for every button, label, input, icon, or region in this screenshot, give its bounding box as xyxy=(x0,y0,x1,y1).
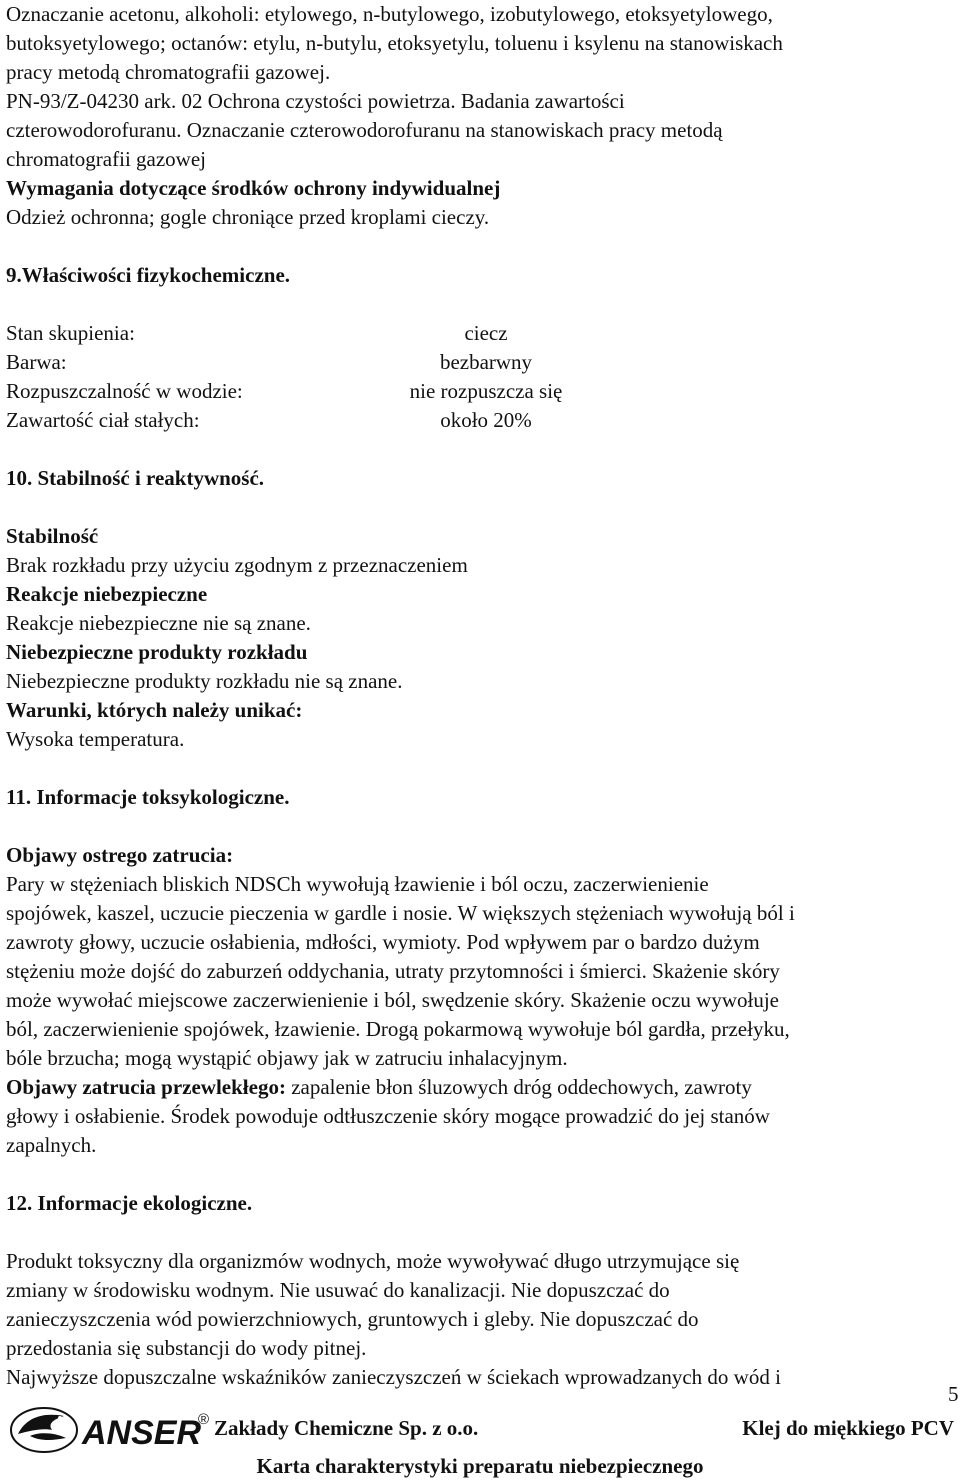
intro-line: butoksyetylowego; octanów: etylu, n-butylu, etoksyetylu, toluenu i ksylenu na stanowiskach xyxy=(6,31,783,55)
eco-line: Najwyższe dopuszczalne wskaźników zanieczyszczeń w ściekach wprowadzanych do wód i xyxy=(6,1365,781,1389)
logo-text: ANSER xyxy=(82,1414,202,1452)
document-body xyxy=(6,0,948,1392)
section-9-heading: 9.Właściwości fizykochemiczne. xyxy=(6,263,291,287)
decomposition-text: Niebezpieczne produkty rozkładu nie są znane. xyxy=(6,669,403,693)
decomposition-heading: Niebezpieczne produkty rozkładu xyxy=(6,640,308,664)
intro-line: czterowodorofuranu. Oznaczanie czterowodorofuranu na stanowiskach pracy metodą xyxy=(6,118,723,142)
property-row xyxy=(6,319,948,348)
card-title: Karta charakterystyki preparatu niebezpiecznego xyxy=(256,1454,704,1478)
ppe-heading: Wymagania dotyczące środków ochrony indywidualnej xyxy=(6,176,501,200)
anser-logo xyxy=(8,1404,213,1454)
page-footer xyxy=(0,1402,960,1480)
property-label: Rozpuszczalność w wodzie: xyxy=(6,379,243,403)
stability-text: Brak rozkładu przy użyciu zgodnym z przeznaczeniem xyxy=(6,553,468,577)
acute-line: Pary w stężeniach bliskich NDSCh wywołują łzawienie i ból oczu, zaczerwienienie xyxy=(6,872,709,896)
eco-line: Produkt toksyczny dla organizmów wodnych, może wywoływać długo utrzymujące się xyxy=(6,1249,740,1273)
bird-icon xyxy=(11,1408,77,1452)
section-10-heading: 10. Stabilność i reaktywność. xyxy=(6,466,265,490)
ppe-text: Odzież ochronna; gogle chroniące przed kroplami cieczy. xyxy=(6,205,490,229)
acute-line: stężeniu może dojść do zaburzeń oddychania, utraty przytomności i śmierci. Skażenie skóry xyxy=(6,959,780,983)
intro-line: Oznaczanie acetonu, alkoholi: etylowego, n-butylowego, izobutylowego, etoksyetylowego, xyxy=(6,2,773,26)
company-name: Zakłady Chemiczne Sp. z o.o. xyxy=(214,1416,479,1440)
intro-line: pracy metodą chromatografii gazowej. xyxy=(6,60,331,84)
chronic-line: głowy i osłabienie. Środek powoduje odtłuszczenie skóry mogące prowadzić do jej stanów xyxy=(6,1104,770,1128)
chronic-first-line xyxy=(6,1073,948,1102)
avoid-heading: Warunki, których należy unikać: xyxy=(6,698,303,722)
chronic-text: zapalenie błon śluzowych dróg oddechowych, zawroty xyxy=(285,1075,752,1099)
property-value: nie rozpuszcza się xyxy=(409,379,563,403)
reactions-text: Reakcje niebezpieczne nie są znane. xyxy=(6,611,311,635)
property-value: bezbarwny xyxy=(439,350,533,374)
property-row xyxy=(6,406,948,435)
section-12-heading: 12. Informacje ekologiczne. xyxy=(6,1191,253,1215)
registered-mark: ® xyxy=(198,1411,210,1428)
chronic-line: zapalnych. xyxy=(6,1133,97,1157)
reactions-heading: Reakcje niebezpieczne xyxy=(6,582,208,606)
acute-line: może wywołać miejscowe zaczerwienienie i ból, swędzenie skóry. Skażenie oczu wywołuje xyxy=(6,988,780,1012)
eco-line: przedostania się substancji do wody pitnej. xyxy=(6,1336,367,1360)
eco-line: zmiany w środowisku wodnym. Nie usuwać do kanalizacji. Nie dopuszczać do xyxy=(6,1278,670,1302)
property-row xyxy=(6,348,948,377)
section-11-heading: 11. Informacje toksykologiczne. xyxy=(6,785,290,809)
chronic-heading: Objawy zatrucia przewlekłego: xyxy=(6,1075,286,1099)
property-value: ciecz xyxy=(464,321,508,345)
stability-heading: Stabilność xyxy=(6,524,99,548)
acute-line: zawroty głowy, uczucie osłabienia, mdłości, wymioty. Pod wpływem par o bardzo dużym xyxy=(6,930,760,954)
acute-heading: Objawy ostrego zatrucia: xyxy=(6,843,234,867)
property-value: około 20% xyxy=(440,408,532,432)
property-label: Stan skupienia: xyxy=(6,321,135,345)
property-row xyxy=(6,377,948,406)
product-name: Klej do miękkiego PCV xyxy=(742,1416,954,1440)
acute-line: ból, zaczerwienienie spojówek, łzawienie. Drogą pokarmową wywołuje ból gardła, przełyku, xyxy=(6,1017,790,1041)
eco-line: zanieczyszczenia wód powierzchniowych, gruntowych i gleby. Nie dopuszczać do xyxy=(6,1307,699,1331)
property-label: Barwa: xyxy=(6,350,67,374)
property-label: Zawartość ciał stałych: xyxy=(6,408,200,432)
intro-line: PN-93/Z-04230 ark. 02 Ochrona czystości powietrza. Badania zawartości xyxy=(6,89,625,113)
avoid-text: Wysoka temperatura. xyxy=(6,727,185,751)
page-number: 5 xyxy=(948,1382,959,1406)
intro-line: chromatografii gazowej xyxy=(6,147,206,171)
acute-line: spojówek, kaszel, uczucie pieczenia w gardle i nosie. W większych stężeniach wywołują ból i xyxy=(6,901,795,925)
acute-line: bóle brzucha; mogą wystąpić objawy jak w zatruciu inhalacyjnym. xyxy=(6,1046,568,1070)
